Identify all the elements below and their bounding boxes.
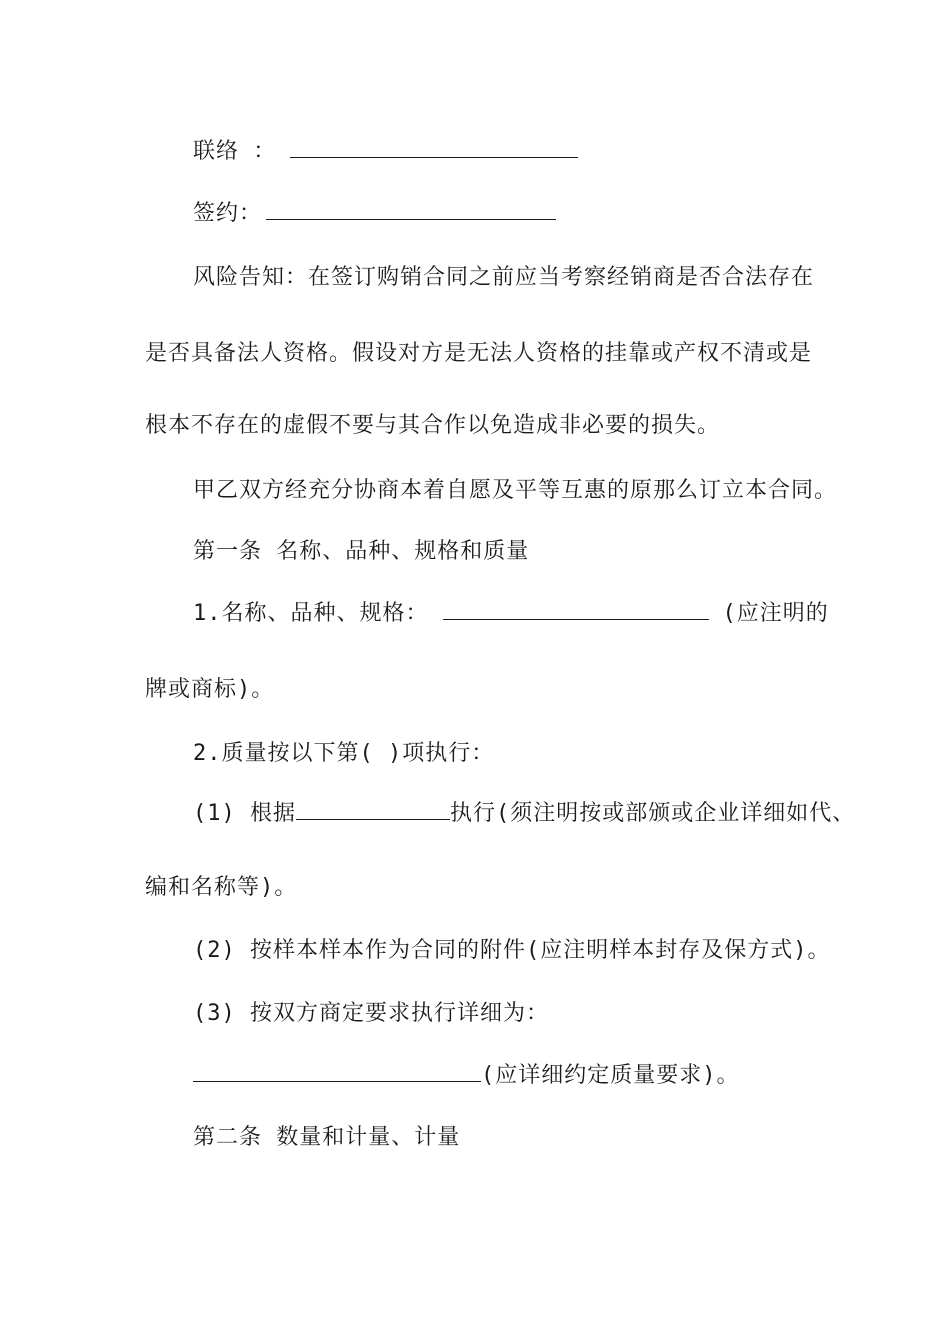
sign-blank (266, 201, 556, 220)
item-1-line (193, 600, 829, 628)
option-1-label: (1) 根据 (193, 801, 296, 826)
agreement-statement: 甲乙双方经充分协商本着自愿及平等互惠的原那么订立本合同。 (193, 478, 838, 503)
item-2-line: 2.质量按以下第( )项执行： (193, 741, 495, 766)
option-3-line: (3) 按双方商定要求执行详细为： (193, 1001, 549, 1026)
item-1-note: (应注明的 (722, 601, 829, 626)
risk-notice-line-1: 风险告知：在签订购销合同之前应当考察经销商是否合法存在 (193, 265, 815, 290)
option-2-line: (2) 按样本样本作为合同的附件(应注明样本封存及保方式)。 (193, 938, 831, 963)
sign-label: 签约： (193, 201, 263, 226)
contact-line (193, 138, 578, 166)
item-1-continuation: 牌或商标)。 (145, 677, 275, 702)
item-1-label: 1.名称、品种、规格： (193, 601, 429, 626)
article-2-heading: 第二条 数量和计量、计量 (193, 1125, 461, 1150)
quality-requirement-note: (应详细约定质量要求)。 (481, 1063, 740, 1088)
contact-label: 联络 ： (193, 139, 277, 164)
option-1-blank (296, 801, 450, 820)
option-1-continuation: 编和名称等)。 (145, 875, 298, 900)
quality-requirement-line (193, 1062, 740, 1090)
contact-blank (290, 139, 578, 158)
quality-requirement-blank (193, 1063, 481, 1082)
option-1-note: 执行(须注明按或部颁或企业详细如代、 (449, 801, 856, 826)
risk-notice-line-3: 根本不存在的虚假不要与其合作以免造成非必要的损失。 (145, 413, 721, 438)
item-1-blank (443, 601, 709, 620)
risk-notice-line-2: 是否具备法人资格。假设对方是无法人资格的挂靠或产权不清或是 (145, 341, 813, 366)
sign-line (193, 200, 556, 228)
article-1-heading: 第一条 名称、品种、规格和质量 (193, 539, 530, 564)
option-1-line (193, 800, 855, 828)
